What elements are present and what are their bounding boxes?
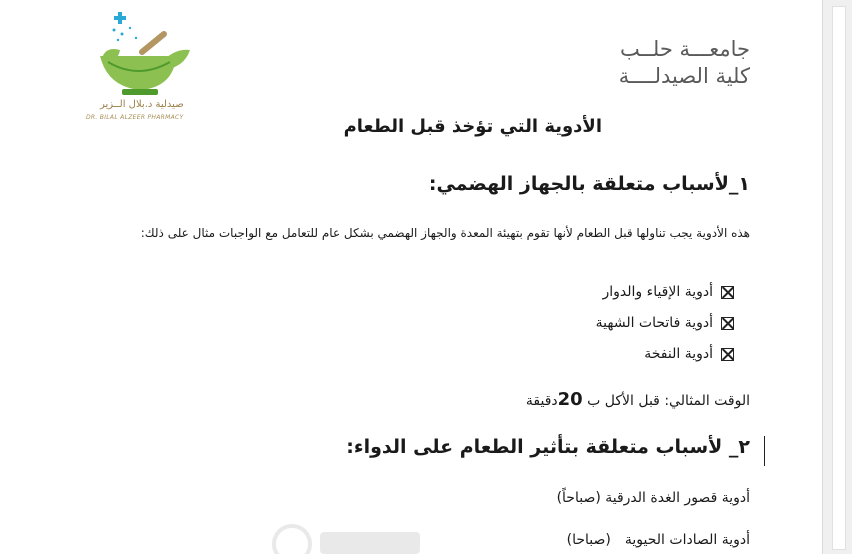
ideal-time-label: الوقت المثالي: قبل الأكل ب	[582, 393, 750, 409]
sparkle-dots	[113, 27, 138, 41]
section2-line1: أدوية قصور الغدة الدرقية (صباحاً)	[556, 490, 750, 506]
logo-arabic-name: صيدلية د.بلال الــزير	[100, 99, 184, 110]
section2-line2	[567, 529, 750, 551]
bullet-item	[644, 344, 734, 364]
ideal-time-unit: دقيقة	[525, 393, 558, 409]
bullet-text: أدوية الإقياء والدوار	[602, 284, 713, 300]
bullet-item	[596, 313, 734, 333]
scrollbar-track[interactable]	[832, 6, 846, 550]
bullet-item	[602, 282, 734, 302]
ideal-time	[526, 389, 750, 412]
section2-heading: ٢_ لأسباب متعلقة بتأثير الطعام على الدواء:	[346, 436, 750, 458]
bullet-text: أدوية النفخة	[644, 346, 713, 362]
section2-line2-label: أدوية الصادات الحيوية	[624, 532, 750, 548]
checkbox-x-icon	[721, 317, 734, 330]
mortar-bowl-icon	[100, 56, 176, 95]
bullet-text: أدوية فاتحات الشهية	[595, 315, 713, 331]
logo-english-name: DR. BILAL ALZEER PHARMACY	[86, 114, 184, 121]
text-cursor	[764, 436, 765, 466]
document-title: الأدوية التي تؤخذ قبل الطعام	[343, 116, 602, 137]
pestle-icon	[142, 34, 164, 52]
vertical-scrollbar[interactable]	[822, 0, 852, 554]
checkbox-x-icon	[721, 348, 734, 361]
section1-paragraph: هذه الأدوية يجب تناولها قبل الطعام لأنها تقوم بتهيئة المعدة والجهاز الهضمي بشكل عام للتعامل مع الواجبات مثال على ذلك:	[140, 226, 750, 240]
checkbox-x-icon	[721, 286, 734, 299]
section2-line2-note: (صباحا)	[566, 532, 611, 548]
watermark-logo-icon	[270, 518, 430, 554]
ideal-time-value: 20	[557, 389, 583, 410]
medical-cross-icon	[114, 12, 126, 24]
university-name: جامعـــة حلــب	[619, 37, 750, 61]
section1-heading: ١_لأسباب متعلقة بالجهاز الهضمي:	[428, 173, 750, 195]
faculty-name: كلية الصيدلــــة	[618, 64, 750, 88]
